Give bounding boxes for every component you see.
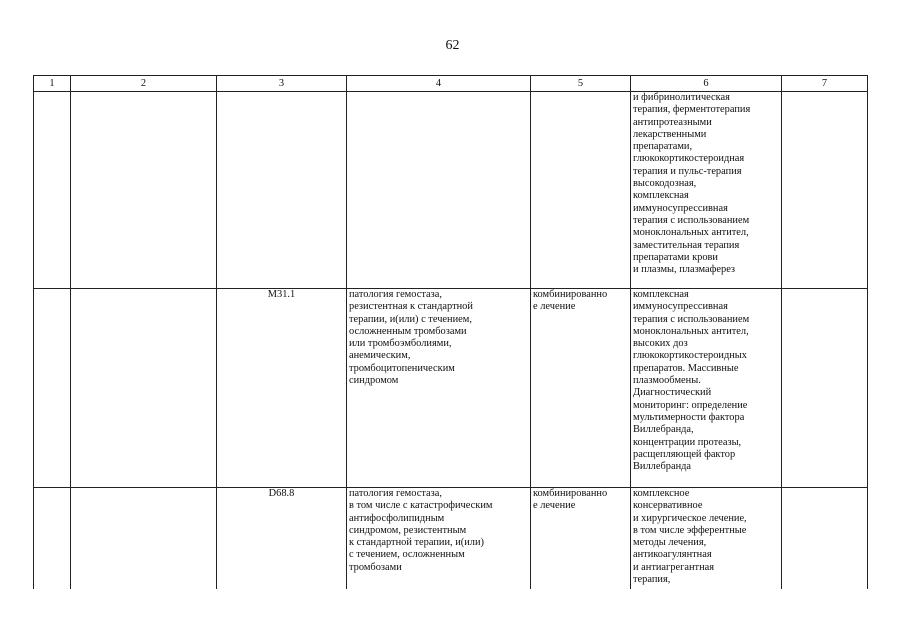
cell-diagnosis-code: M31.1 [217,289,347,488]
cell-number [34,289,71,488]
page-number: 62 [445,38,460,53]
cell-profile [71,92,217,289]
cell-diagnosis-code [217,92,347,289]
table-row [34,488,868,590]
cell-patient-model: патология гемостаза, резистентная к стандартной терапии, и(или) с течением, осложненным тромбозами или тромбоэмболиями, анемическим, тромбоцитопеническим синдромом [347,289,531,488]
column-header: 4 [347,76,531,92]
cell-col7 [782,488,868,590]
column-header: 7 [782,76,868,92]
cell-treatment-method: комплексная иммуносупрессивная терапия с использованием моноклональных антител, высоких доз глюкокортикостероидных препаратов. Массивные плазмообмены. Диагностический мониторинг: определение мультимерности фактора Виллебранда, концентрации протеазы, расщепляющей фактор Виллебранда [631,289,782,488]
cell-profile [71,289,217,488]
cell-treatment-method: и фибринолитическая терапия, ферментотерапия антипротеазными лекарственными препаратами, глюкокортикостероидная терапия и пульс-терапия высокодозная, комплексная иммуносупрессивная терапия с использованием моноклональных антител, заместительная терапия препаратами крови и плазмы, плазмаферез [631,92,782,289]
column-header: 6 [631,76,782,92]
column-header: 5 [531,76,631,92]
column-header: 3 [217,76,347,92]
cell-col7 [782,289,868,488]
cell-treatment-method: комплексное консервативное и хирургическое лечение, в том числе эфферентные методы лечения, антикоагулянтная и антиагрегантная терапия, [631,488,782,590]
cell-col7 [782,92,868,289]
column-number-row [34,76,868,92]
medical-care-table [33,75,868,589]
table-row [34,92,868,289]
cell-profile [71,488,217,590]
cell-patient-model [347,92,531,289]
table-row [34,289,868,488]
cell-treatment-type [531,92,631,289]
cell-number [34,488,71,590]
cell-treatment-type: комбинированно е лечение [531,289,631,488]
cell-number [34,92,71,289]
cell-diagnosis-code: D68.8 [217,488,347,590]
column-header: 2 [71,76,217,92]
cell-treatment-type: комбинированно е лечение [531,488,631,590]
column-header: 1 [34,76,71,92]
cell-patient-model: патология гемостаза, в том числе с катастрофическим антифосфолипидным синдромом, резистентным к стандартной терапии, и(или) с течением, осложненным тромбозами [347,488,531,590]
